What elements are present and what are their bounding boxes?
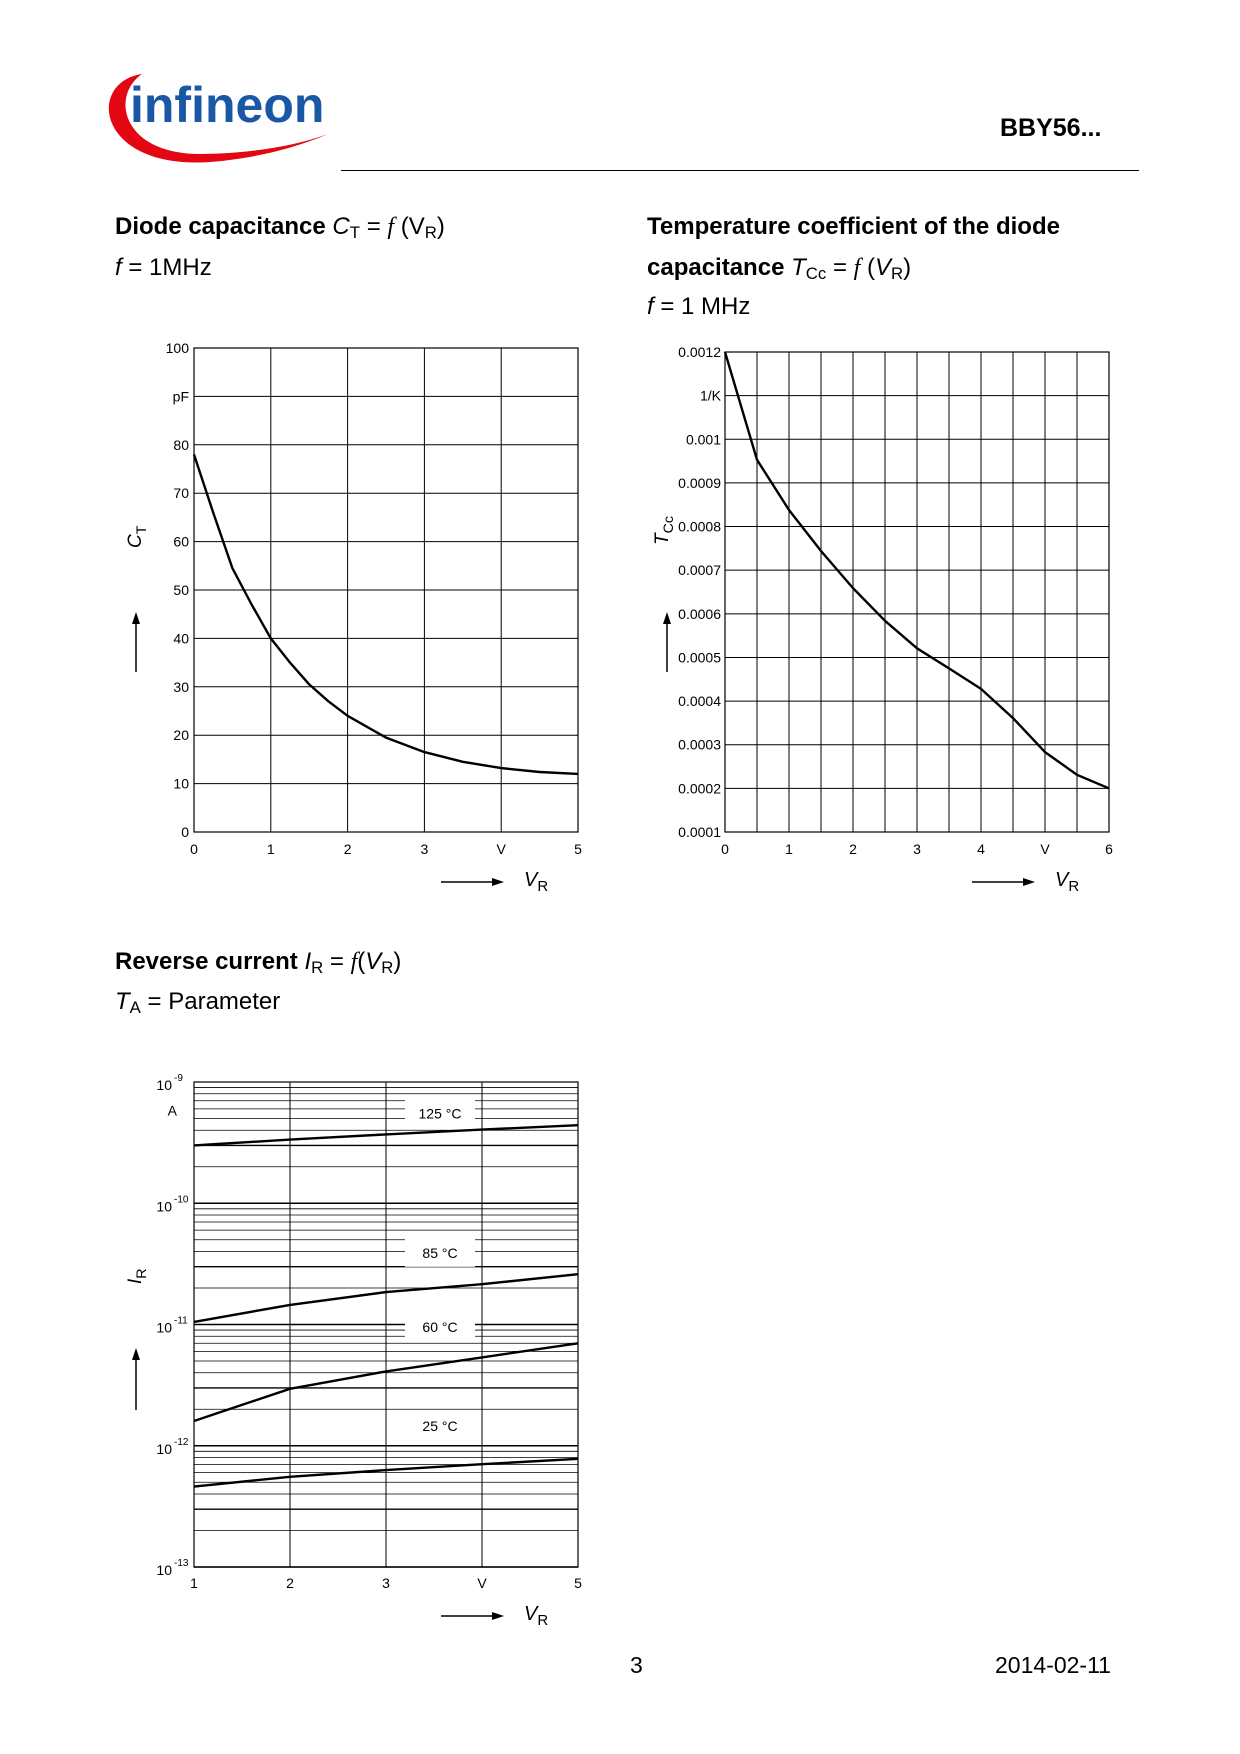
tc-y-tick-label: 0.0005 <box>678 649 721 666</box>
ir-series-label: 125 °C <box>418 1105 462 1122</box>
ir-y-tick-base: 10 <box>156 1198 172 1215</box>
tempcoef-chart-title-line1: Temperature coefficient of the diode <box>647 213 1060 240</box>
tc-y-tick-label: 0.0008 <box>678 518 721 535</box>
ir-x-tick-label: 3 <box>382 1575 390 1591</box>
capacitance-chart-title: Diode capacitance $C_T = f$ $(V_R)$ <box>115 213 445 242</box>
ir-y-arrow-head <box>132 1348 140 1360</box>
cap-y-tick-label: 30 <box>173 678 189 695</box>
ir-x-axis-label: $V_R$ <box>524 1603 549 1629</box>
capacitance-chart <box>125 340 582 895</box>
tc-x-tick-label: 3 <box>913 841 921 857</box>
tc-x-tick-label: 2 <box>849 841 857 857</box>
ir-series-label: 85 °C <box>422 1244 458 1261</box>
cap-x-axis-label: $V_R$ <box>524 869 549 895</box>
tc-x-tick-label: V <box>1040 841 1050 857</box>
document-date: 2014-02-11 <box>995 1652 1111 1678</box>
cap-x-tick-label: 1 <box>266 841 275 857</box>
cap-y-arrow-head <box>132 612 140 624</box>
ir-y-tick-base: 10 <box>156 1319 172 1336</box>
ir-y-tick-base: 10 <box>156 1440 172 1457</box>
cap-y-tick-label: 20 <box>173 727 189 744</box>
cap-y-tick-label: 10 <box>173 775 189 792</box>
tc-y-tick-label: 0.001 <box>685 431 721 448</box>
ir-y-tick-exponent: -10 <box>174 1194 189 1206</box>
cap-y-tick-label: 100 <box>165 340 189 356</box>
tc-x-tick-label: 4 <box>977 841 985 857</box>
tc-y-tick-label: 0.0003 <box>678 736 721 753</box>
tempcoef-chart-condition: f = 1 MHz <box>647 293 751 320</box>
ir-x-tick-label: 1 <box>190 1575 198 1591</box>
tc-x-tick-label: 6 <box>1105 841 1113 857</box>
cap-y-tick-label: pF <box>172 388 189 405</box>
tc-x-arrow-head <box>1023 878 1035 886</box>
cap-x-tick-label: 2 <box>343 841 352 857</box>
page-number: 3 <box>630 1652 643 1678</box>
tc-y-tick-label: 0.0001 <box>678 824 721 840</box>
ir-series-label: 25 °C <box>422 1418 458 1435</box>
ir-x-tick-label: 2 <box>286 1575 294 1591</box>
tc-y-arrow-head <box>663 612 671 624</box>
reverse-chart-title: Reverse current $I_R = f(V_R)$ <box>115 948 402 977</box>
capacitance-chart-condition: f = 1MHz <box>115 254 212 281</box>
cap-y-tick-label: 80 <box>173 436 189 453</box>
reverse-current-chart <box>125 1073 582 1629</box>
cap-y-tick-label: 50 <box>173 582 189 598</box>
tc-y-tick-label: 1/K <box>699 387 721 404</box>
ir-y-axis-label: $I_R$ <box>125 1268 150 1284</box>
tempcoef-chart-title-line2: capacitance $T_{Cc} = f$ $(V_R)$ <box>647 254 912 283</box>
tempcoef-chart <box>652 344 1113 895</box>
cap-y-axis-label: $C_T$ <box>125 525 150 548</box>
reverse-chart-parameter: $T_A$ = Parameter <box>115 988 281 1017</box>
cap-x-arrow-head <box>492 878 504 886</box>
logo-wordmark: infineon <box>130 77 325 133</box>
tc-x-axis-label: $V_R$ <box>1055 869 1080 895</box>
tc-x-tick-label: 0 <box>721 841 729 857</box>
ir-x-arrow-head <box>492 1612 504 1620</box>
cap-x-tick-label: V <box>496 841 506 857</box>
cap-ct-curve <box>194 455 578 774</box>
cap-y-tick-label: 0 <box>181 824 189 840</box>
cap-y-tick-label: 60 <box>173 533 189 550</box>
tc-y-axis-label: $T_{Cc}$ <box>652 515 677 545</box>
part-number: BBY56... <box>1000 114 1102 142</box>
ir-y-tick-base: 10 <box>156 1077 172 1093</box>
cap-x-tick-label: 0 <box>190 841 198 857</box>
ir-x-tick-label: 5 <box>574 1575 582 1591</box>
ir-x-tick-label: V <box>477 1575 487 1591</box>
cap-y-tick-label: 70 <box>173 485 189 502</box>
cap-y-tick-label: 40 <box>173 630 189 647</box>
ir-y-tick-exponent: -13 <box>174 1558 189 1569</box>
cap-x-tick-label: 5 <box>574 841 582 857</box>
ir-y-tick-exponent: -9 <box>174 1073 183 1084</box>
tc-x-tick-label: 1 <box>785 841 793 857</box>
tc-y-tick-label: 0.0004 <box>678 693 721 710</box>
ir-series-label: 60 °C <box>422 1319 458 1336</box>
ir-y-tick-exponent: -11 <box>174 1315 188 1327</box>
tc-y-tick-label: 0.0009 <box>678 474 721 491</box>
ir-y-tick-base: 10 <box>156 1562 172 1578</box>
tc-y-tick-label: 0.0007 <box>678 562 721 579</box>
tc-y-tick-label: 0.0006 <box>678 605 721 622</box>
ir-y-tick-exponent: -12 <box>174 1436 189 1448</box>
cap-x-tick-label: 3 <box>420 841 429 857</box>
tc-y-tick-label: 0.0002 <box>678 780 721 797</box>
tc-y-tick-label: 0.0012 <box>678 344 721 360</box>
ir-y-unit-label: A <box>167 1102 177 1119</box>
